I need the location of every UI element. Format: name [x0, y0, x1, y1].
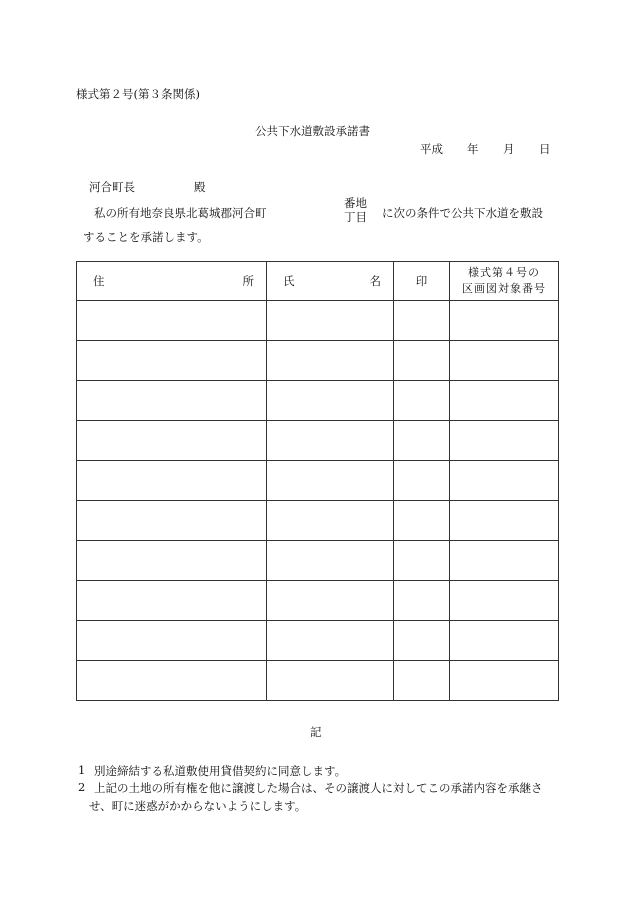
name-cell[interactable] [267, 661, 394, 701]
address-cell[interactable] [77, 421, 267, 461]
table-row [77, 381, 559, 421]
seal-cell[interactable] [394, 301, 450, 341]
notes-heading: 記 [310, 725, 322, 739]
statement-continuation: することを承諾します。 [83, 230, 209, 244]
header-name-right: 名 [369, 274, 381, 288]
addressee-honorific: 殿 [194, 180, 206, 194]
plot-number-cell[interactable] [450, 541, 559, 581]
address-cell[interactable] [77, 301, 267, 341]
header-plot-number-line2: 区画図対象番号 [462, 282, 546, 295]
table-row [77, 541, 559, 581]
statement-prefix: 私の所有地奈良県北葛城郡河合町 [94, 206, 267, 220]
plot-number-cell[interactable] [450, 661, 559, 701]
address-cell[interactable] [77, 541, 267, 581]
table-row [77, 501, 559, 541]
condition-2-text-continued: せ、町に迷惑がかからないようにします。 [89, 799, 307, 813]
condition-1-text: 別途締結する私道敷使用貸借契約に同意します。 [94, 764, 347, 778]
seal-cell[interactable] [394, 421, 450, 461]
table-row [77, 581, 559, 621]
seal-cell[interactable] [394, 581, 450, 621]
lot-label [344, 196, 367, 224]
statement-suffix: に次の条件で公共下水道を敷設 [382, 206, 543, 220]
address-cell[interactable] [77, 621, 267, 661]
header-name [267, 262, 394, 301]
addressee-name: 河合町長 [89, 180, 135, 194]
seal-cell[interactable] [394, 541, 450, 581]
plot-number-cell[interactable] [450, 421, 559, 461]
address-cell[interactable] [77, 501, 267, 541]
form-number: 様式第２号(第３条関係) [76, 87, 200, 101]
table-row [77, 421, 559, 461]
plot-number-cell[interactable] [450, 581, 559, 621]
name-cell[interactable] [267, 341, 394, 381]
plot-number-cell[interactable] [450, 381, 559, 421]
plot-number-cell[interactable] [450, 341, 559, 381]
date-day: 日 [539, 142, 551, 156]
name-cell[interactable] [267, 621, 394, 661]
seal-cell[interactable] [394, 341, 450, 381]
header-plot-number-line1: 様式第４号の [468, 266, 540, 279]
seal-cell[interactable] [394, 381, 450, 421]
name-cell[interactable] [267, 501, 394, 541]
header-address [77, 262, 267, 301]
date-year: 年 [467, 142, 479, 156]
address-cell[interactable] [77, 461, 267, 501]
name-cell[interactable] [267, 461, 394, 501]
address-cell[interactable] [77, 381, 267, 421]
seal-cell[interactable] [394, 461, 450, 501]
plot-number-cell[interactable] [450, 461, 559, 501]
plot-number-cell[interactable] [450, 501, 559, 541]
header-address-left: 住 [93, 274, 105, 288]
address-cell[interactable] [77, 581, 267, 621]
name-cell[interactable] [267, 581, 394, 621]
seal-cell[interactable] [394, 501, 450, 541]
name-cell[interactable] [267, 421, 394, 461]
condition-2-text: 上記の土地の所有権を他に譲渡した場合は、その譲渡人に対してこの承諾内容を承継さ [94, 781, 543, 795]
table-body [77, 301, 559, 701]
table-row [77, 461, 559, 501]
lot-label-upper: 番地 [344, 196, 367, 210]
seal-cell[interactable] [394, 621, 450, 661]
table-row [77, 621, 559, 661]
address-cell[interactable] [77, 661, 267, 701]
name-cell[interactable] [267, 381, 394, 421]
condition-2-number: 2 [78, 780, 86, 794]
header-name-left: 氏 [283, 274, 295, 288]
table-row [77, 341, 559, 381]
page-title: 公共下水道敷設承諾書 [255, 124, 370, 138]
lot-label-lower: 丁目 [344, 210, 367, 224]
plot-number-cell[interactable] [450, 621, 559, 661]
table-row [77, 661, 559, 701]
consent-table [76, 261, 559, 701]
header-plot-number [450, 262, 559, 301]
header-seal: 印 [394, 262, 450, 301]
seal-cell[interactable] [394, 661, 450, 701]
name-cell[interactable] [267, 301, 394, 341]
date-era: 平成 [420, 142, 443, 156]
condition-1-number: 1 [78, 763, 86, 777]
date-month: 月 [503, 142, 515, 156]
address-cell[interactable] [77, 341, 267, 381]
name-cell[interactable] [267, 541, 394, 581]
header-address-right: 所 [242, 274, 254, 288]
table-row [77, 301, 559, 341]
plot-number-cell[interactable] [450, 301, 559, 341]
table-header-row [77, 262, 559, 301]
